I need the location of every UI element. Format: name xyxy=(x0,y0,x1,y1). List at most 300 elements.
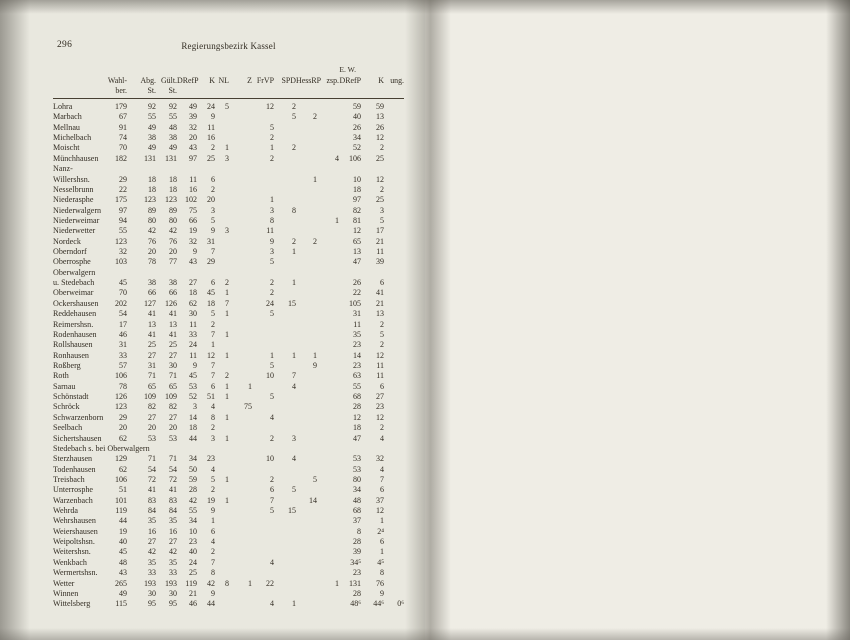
cell-value: 4 xyxy=(211,537,215,547)
cell-value xyxy=(384,579,404,589)
cell-value: 6 xyxy=(380,381,384,391)
cell-value: 10 xyxy=(266,454,274,464)
cell-value: 1 xyxy=(225,309,229,319)
cell-value: 45 xyxy=(189,371,197,381)
cell-value: 33 xyxy=(189,329,197,339)
cell-value: 1 xyxy=(292,247,296,257)
cell-value xyxy=(252,402,274,412)
cell-value xyxy=(317,371,339,381)
row-label: Sichertshausen xyxy=(53,433,102,443)
cell-value xyxy=(317,257,339,267)
cell-value: 27 xyxy=(169,350,177,360)
table-row xyxy=(53,299,404,309)
cell-value: 70 xyxy=(119,288,127,298)
cell-value: 59 xyxy=(353,102,361,111)
cell-value xyxy=(317,340,339,350)
cell-value xyxy=(252,465,274,475)
table-row xyxy=(53,579,404,589)
table-row xyxy=(53,164,404,174)
cell-value: 13 xyxy=(376,309,384,319)
cell-value: 55 xyxy=(169,112,177,122)
cell-value: 41 xyxy=(169,485,177,495)
row-label: Reddehausen xyxy=(53,309,97,319)
cell-value: 39 xyxy=(189,112,197,122)
cell-value: 43 xyxy=(189,257,197,267)
header-main: DRefP xyxy=(177,76,199,85)
cell-value: 76 xyxy=(376,578,384,588)
cell-value: 2 xyxy=(313,112,317,122)
header-group-label xyxy=(96,64,122,76)
cell-value xyxy=(229,133,252,143)
row-label: Sterzhausen xyxy=(53,454,93,464)
cell-value: 40 xyxy=(119,537,127,547)
cell-value: 53 xyxy=(169,433,177,443)
cell-value: 52 xyxy=(353,143,361,153)
table-row xyxy=(53,330,404,340)
cell-value: 71 xyxy=(169,371,177,381)
cell-value: 8 xyxy=(211,568,215,578)
cell-value: 27 xyxy=(169,537,177,547)
cell-value: 126 xyxy=(115,392,127,402)
cell-value: 95 xyxy=(169,599,177,609)
cell-value xyxy=(229,299,252,309)
table-row xyxy=(53,402,404,412)
header-group-label xyxy=(224,64,247,76)
cell-value xyxy=(229,568,252,578)
cell-value xyxy=(317,123,339,133)
column-header xyxy=(53,64,101,96)
cell-value: 41 xyxy=(148,485,156,495)
cell-value xyxy=(384,185,404,195)
cell-value xyxy=(384,123,404,133)
cell-value xyxy=(296,413,317,423)
cell-value: 179 xyxy=(115,102,127,111)
cell-value xyxy=(229,237,252,247)
cell-value xyxy=(274,496,296,506)
cell-value xyxy=(215,485,229,495)
cell-value xyxy=(215,506,229,516)
cell-value: 84 xyxy=(148,506,156,516)
cell-value xyxy=(384,589,404,599)
cell-value: 43 xyxy=(189,143,197,153)
cell-value: 49 xyxy=(148,143,156,153)
cell-value: 80 xyxy=(169,215,177,225)
cell-value: 48 xyxy=(353,495,361,505)
cell-value xyxy=(229,112,252,122)
cell-value: 81 xyxy=(353,215,361,225)
cell-value xyxy=(252,568,274,578)
cell-value xyxy=(229,465,252,475)
cell-value xyxy=(229,475,252,485)
cell-value xyxy=(215,175,229,185)
row-label: Wenkbach xyxy=(53,557,87,567)
cell-value: 1 xyxy=(225,143,229,153)
cell-value xyxy=(317,320,339,330)
cell-value: 2 xyxy=(211,547,215,557)
cell-value: 65 xyxy=(169,381,177,391)
cell-value: 27 xyxy=(169,412,177,422)
header-main: DRefP xyxy=(339,76,361,85)
cell-value: 123 xyxy=(165,195,177,205)
cell-value xyxy=(296,537,317,547)
cell-value xyxy=(384,351,404,361)
cell-value xyxy=(229,102,252,112)
cell-value: 5 xyxy=(270,257,274,267)
cell-value xyxy=(296,102,317,112)
cell-value xyxy=(215,216,229,226)
header-group-label xyxy=(151,64,172,76)
cell-value xyxy=(215,547,229,557)
cell-value xyxy=(274,226,296,236)
header-sub xyxy=(274,86,296,96)
cell-value: 47 xyxy=(353,433,361,443)
cell-value xyxy=(384,392,404,402)
cell-value xyxy=(215,516,229,526)
cell-value: 28 xyxy=(353,588,361,598)
cell-value xyxy=(229,309,252,319)
cell-value: 97 xyxy=(353,195,361,205)
cell-value: 16 xyxy=(148,526,156,536)
row-label: Weitershsn. xyxy=(53,547,91,557)
cell-value: 49 xyxy=(169,143,177,153)
cell-value xyxy=(229,216,252,226)
cell-value: 4 xyxy=(335,153,339,163)
cell-value: 1 xyxy=(380,516,384,526)
header-group-label xyxy=(269,64,291,76)
cell-value: 9 xyxy=(380,588,384,598)
cell-value: 30 xyxy=(169,588,177,598)
cell-value xyxy=(296,288,317,298)
cell-value: 33 xyxy=(148,568,156,578)
header-sub xyxy=(339,86,361,96)
cell-value xyxy=(274,402,296,412)
cell-value: 25 xyxy=(376,153,384,163)
cell-value: 21 xyxy=(376,236,384,246)
cell-value xyxy=(384,195,404,205)
cell-value xyxy=(229,558,252,568)
table-row xyxy=(53,382,404,392)
cell-value: 1 xyxy=(225,474,229,484)
cell-value: 54 xyxy=(119,309,127,319)
cell-value: 11 xyxy=(207,122,215,132)
header-group-label xyxy=(172,64,192,76)
cell-value xyxy=(384,506,404,516)
cell-value: 18 xyxy=(353,184,361,194)
row-label: Michelbach xyxy=(53,133,92,143)
cell-value: 41 xyxy=(169,329,177,339)
cell-value: 129 xyxy=(115,454,127,464)
cell-value xyxy=(229,413,252,423)
cell-value: 41 xyxy=(148,309,156,319)
cell-value: 26 xyxy=(353,122,361,132)
cell-value xyxy=(229,278,252,288)
row-label: Münchhausen xyxy=(53,153,99,163)
header-main: Wahl- xyxy=(107,76,127,85)
cell-value: 17 xyxy=(376,226,384,236)
cell-value xyxy=(317,361,339,371)
cell-value: 82 xyxy=(148,402,156,412)
table-row xyxy=(53,247,404,257)
table-row xyxy=(53,309,404,319)
cell-value xyxy=(317,475,339,485)
cell-value: 13 xyxy=(376,112,384,122)
cell-value xyxy=(384,340,404,350)
cell-value: 11 xyxy=(376,247,384,257)
cell-value: 17 xyxy=(119,319,127,329)
cell-value: 2 xyxy=(211,184,215,194)
cell-value: 109 xyxy=(165,392,177,402)
cell-value xyxy=(296,579,317,589)
row-label: Sarnau xyxy=(53,381,76,391)
cell-value xyxy=(296,589,317,599)
cell-value: 123 xyxy=(115,402,127,412)
cell-value: 20 xyxy=(207,195,215,205)
cell-value xyxy=(296,402,317,412)
cell-value: 9 xyxy=(270,236,274,246)
cell-value: 12 xyxy=(376,133,384,143)
cell-value: 1 xyxy=(225,288,229,298)
table-row xyxy=(53,599,404,609)
cell-value xyxy=(384,475,404,485)
cell-value: 71 xyxy=(148,371,156,381)
cell-value: 41 xyxy=(376,288,384,298)
row-label: Wetter xyxy=(53,578,75,588)
cell-value xyxy=(215,454,229,464)
cell-value xyxy=(296,206,317,216)
cell-value: 5 xyxy=(380,329,384,339)
cell-value xyxy=(274,589,296,599)
cell-value xyxy=(215,257,229,267)
cell-value: 95 xyxy=(148,599,156,609)
cell-value: 4 xyxy=(270,557,274,567)
cell-value: 131 xyxy=(349,578,361,588)
cell-value: 4 xyxy=(211,464,215,474)
cell-value: 5 xyxy=(270,122,274,132)
cell-value: 45 xyxy=(207,288,215,298)
row-label: Schönstadt xyxy=(53,392,89,402)
cell-value: 3 xyxy=(193,402,197,412)
header-group-label xyxy=(291,64,312,76)
cell-value: 72 xyxy=(148,474,156,484)
cell-value xyxy=(317,485,339,495)
cell-value: 7 xyxy=(211,247,215,257)
row-label: Roth xyxy=(53,371,69,381)
cell-value: 2 xyxy=(211,143,215,153)
cell-value: 53 xyxy=(189,381,197,391)
cell-value xyxy=(229,506,252,516)
cell-value xyxy=(229,434,252,444)
cell-value xyxy=(384,320,404,330)
cell-value xyxy=(317,537,339,547)
cell-value: 109 xyxy=(144,392,156,402)
cell-value: 193 xyxy=(144,578,156,588)
cell-value xyxy=(229,361,252,371)
cell-value: 123 xyxy=(115,236,127,246)
cell-value xyxy=(384,423,404,433)
cell-value: 42 xyxy=(207,578,215,588)
cell-value xyxy=(384,537,404,547)
cell-value xyxy=(274,423,296,433)
table-body xyxy=(53,102,404,610)
cell-value xyxy=(384,257,404,267)
cell-value: 66 xyxy=(169,288,177,298)
cell-value: 35 xyxy=(169,516,177,526)
cell-value: 46 xyxy=(189,599,197,609)
cell-value: 18 xyxy=(169,184,177,194)
cell-value xyxy=(384,547,404,557)
header-sub: St. xyxy=(168,86,177,95)
cell-value: 65 xyxy=(353,236,361,246)
cell-value xyxy=(229,320,252,330)
cell-value: 6 xyxy=(380,278,384,288)
cell-value xyxy=(384,371,404,381)
cell-value: 2 xyxy=(211,485,215,495)
cell-value xyxy=(317,299,339,309)
cell-value: 193 xyxy=(165,578,177,588)
table-row xyxy=(53,485,404,495)
cell-value xyxy=(384,237,404,247)
cell-value: 2 xyxy=(270,288,274,298)
cell-value: 78 xyxy=(119,381,127,391)
cell-value: 26 xyxy=(353,278,361,288)
cell-value: 2 xyxy=(225,278,229,288)
cell-value: 89 xyxy=(169,205,177,215)
cell-value xyxy=(317,351,339,361)
cell-value xyxy=(215,123,229,133)
cell-value xyxy=(229,371,252,381)
election-table-kassel xyxy=(53,64,404,610)
cell-value xyxy=(317,392,339,402)
cell-value: 41 xyxy=(148,329,156,339)
table-row xyxy=(53,206,404,216)
cell-value: 25 xyxy=(207,153,215,163)
cell-value: 52 xyxy=(189,392,197,402)
header-main: zsp. xyxy=(326,76,339,85)
cell-value xyxy=(274,330,296,340)
cell-value: 10 xyxy=(353,174,361,184)
header-sub xyxy=(384,86,404,96)
cell-value xyxy=(215,558,229,568)
cell-value xyxy=(384,402,404,412)
cell-value: 12 xyxy=(353,226,361,236)
cell-value xyxy=(215,589,229,599)
cell-value: 12 xyxy=(376,174,384,184)
cell-value: 91 xyxy=(119,122,127,132)
cell-value xyxy=(384,454,404,464)
cell-value xyxy=(229,206,252,216)
header-group-label xyxy=(312,64,334,76)
cell-value: 0⁶ xyxy=(397,599,404,609)
cell-value xyxy=(296,568,317,578)
cell-value: 7 xyxy=(225,298,229,308)
cell-value: 51 xyxy=(119,485,127,495)
cell-value: 18 xyxy=(148,174,156,184)
cell-value: 14 xyxy=(353,350,361,360)
cell-value xyxy=(317,185,339,195)
header-group-label xyxy=(192,64,210,76)
cell-value: 32 xyxy=(189,236,197,246)
cell-value: 32 xyxy=(189,122,197,132)
cell-value: 19 xyxy=(119,526,127,536)
row-label: Unterrosphe xyxy=(53,485,94,495)
cell-value xyxy=(229,485,252,495)
cell-value xyxy=(215,112,229,122)
cell-value xyxy=(296,309,317,319)
cell-value: 12 xyxy=(266,102,274,111)
cell-value xyxy=(215,402,229,412)
cell-value: 18 xyxy=(148,184,156,194)
cell-value: 48 xyxy=(119,557,127,567)
row-label: Stedebach s. bei Oberwalgern xyxy=(53,443,150,453)
cell-value xyxy=(215,465,229,475)
cell-value xyxy=(384,206,404,216)
cell-value: 5 xyxy=(211,309,215,319)
cell-value: 5 xyxy=(313,474,317,484)
row-label: Wittelsberg xyxy=(53,599,91,609)
cell-value: 72 xyxy=(169,474,177,484)
row-label: Wehrda xyxy=(53,506,78,516)
cell-value: 63 xyxy=(353,371,361,381)
cell-value xyxy=(296,465,317,475)
header-main: Gült. xyxy=(160,76,177,85)
cell-value: 25 xyxy=(148,340,156,350)
cell-value xyxy=(384,434,404,444)
cell-value xyxy=(384,465,404,475)
cell-value: 127 xyxy=(144,298,156,308)
cell-value xyxy=(317,112,339,122)
cell-value xyxy=(317,402,339,412)
cell-value xyxy=(296,340,317,350)
cell-value xyxy=(252,330,274,340)
cell-value xyxy=(229,247,252,257)
cell-value xyxy=(229,226,252,236)
cell-value: 1 xyxy=(335,578,339,588)
table-row xyxy=(53,392,404,402)
cell-value: 9 xyxy=(193,360,197,370)
cell-value: 46 xyxy=(119,329,127,339)
cell-value xyxy=(317,413,339,423)
cell-value xyxy=(296,506,317,516)
cell-value xyxy=(384,278,404,288)
column-header xyxy=(384,64,404,96)
cell-value: 49 xyxy=(148,122,156,132)
cell-value: 1 xyxy=(270,143,274,153)
row-label: Niederweimar xyxy=(53,215,100,225)
table-row xyxy=(53,434,404,444)
cell-value xyxy=(229,257,252,267)
cell-value: 18 xyxy=(353,423,361,433)
cell-value: 29 xyxy=(119,174,127,184)
row-label: Niederasphe xyxy=(53,195,94,205)
cell-value: 3 xyxy=(225,153,229,163)
cell-value: 8 xyxy=(270,215,274,225)
table-row xyxy=(53,465,404,475)
cell-value: 55 xyxy=(119,226,127,236)
cell-value xyxy=(252,527,274,537)
cell-value: 1 xyxy=(292,350,296,360)
cell-value: 1 xyxy=(248,578,252,588)
cell-value: 16 xyxy=(189,184,197,194)
cell-value xyxy=(274,413,296,423)
row-label: Mellnau xyxy=(53,122,80,132)
cell-value xyxy=(317,278,339,288)
table-row xyxy=(53,288,404,298)
cell-value: 71 xyxy=(148,454,156,464)
cell-value xyxy=(296,143,317,153)
cell-value xyxy=(317,465,339,475)
row-label: u. Stedebach xyxy=(53,278,95,288)
cell-value: 131 xyxy=(144,153,156,163)
